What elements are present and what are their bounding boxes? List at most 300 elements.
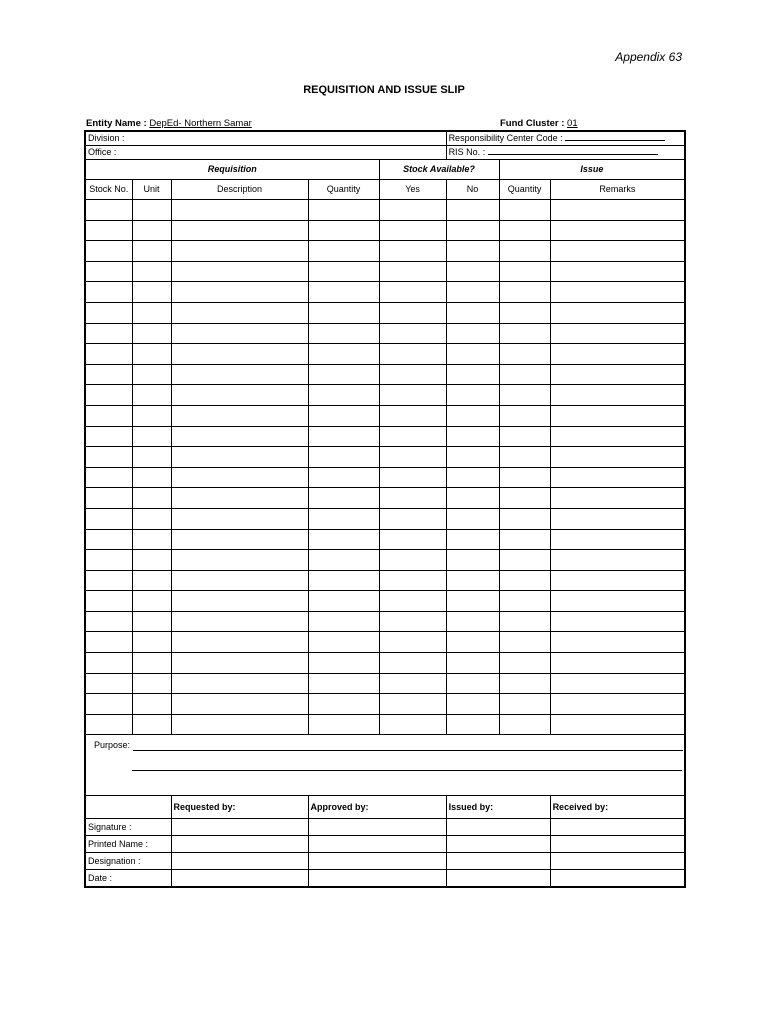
cell-unit[interactable] — [132, 550, 171, 571]
cell-stock-no[interactable] — [85, 323, 132, 344]
cell-description[interactable] — [171, 653, 308, 674]
info-row-2 — [85, 146, 685, 160]
cell-issue-quantity[interactable] — [499, 302, 550, 323]
cell-quantity[interactable] — [308, 611, 379, 632]
cell-remarks[interactable] — [550, 591, 685, 612]
cell-remarks[interactable] — [550, 405, 685, 426]
cell-description[interactable] — [171, 405, 308, 426]
cell-issue-quantity[interactable] — [499, 570, 550, 591]
cell-issue-quantity[interactable] — [499, 220, 550, 241]
cell-unit[interactable] — [132, 200, 171, 221]
col-issue-quantity: Quantity — [499, 180, 550, 200]
cell-quantity[interactable] — [308, 570, 379, 591]
cell-description[interactable] — [171, 694, 308, 715]
cell-yes[interactable] — [379, 508, 446, 529]
cell-quantity[interactable] — [308, 426, 379, 447]
sig-received-cell[interactable] — [550, 870, 685, 888]
cell-stock-no[interactable] — [85, 241, 132, 262]
col-no: No — [446, 180, 499, 200]
cell-issue-quantity[interactable] — [499, 591, 550, 612]
cell-yes[interactable] — [379, 488, 446, 509]
cell-stock-no[interactable] — [85, 220, 132, 241]
section-stock-available: Stock Available? — [379, 160, 499, 180]
cell-quantity[interactable] — [308, 261, 379, 282]
sig-issued-cell[interactable] — [446, 853, 550, 870]
cell-no[interactable] — [446, 611, 499, 632]
table-row — [85, 385, 685, 406]
cell-description[interactable] — [171, 508, 308, 529]
signature-rows — [85, 819, 685, 888]
cell-remarks[interactable] — [550, 261, 685, 282]
table-row — [85, 488, 685, 509]
cell-remarks[interactable] — [550, 220, 685, 241]
fund-label: Fund Cluster : — [500, 118, 565, 129]
cell-no[interactable] — [446, 220, 499, 241]
cell-description[interactable] — [171, 550, 308, 571]
cell-description[interactable] — [171, 570, 308, 591]
cell-remarks[interactable] — [550, 344, 685, 365]
cell-quantity[interactable] — [308, 508, 379, 529]
cell-yes[interactable] — [379, 426, 446, 447]
table-row — [85, 550, 685, 571]
cell-quantity[interactable] — [308, 302, 379, 323]
fund-value: 01 — [567, 118, 578, 129]
table-row — [85, 447, 685, 468]
cell-remarks[interactable] — [550, 426, 685, 447]
cell-stock-no[interactable] — [85, 694, 132, 715]
cell-issue-quantity[interactable] — [499, 550, 550, 571]
purpose-line-1[interactable] — [85, 735, 685, 756]
cell-description[interactable] — [171, 632, 308, 653]
table-row — [85, 694, 685, 715]
table-row — [85, 200, 685, 221]
cell-no[interactable] — [446, 426, 499, 447]
cell-remarks[interactable] — [550, 282, 685, 303]
cell-remarks[interactable] — [550, 467, 685, 488]
table-row — [85, 529, 685, 550]
cell-stock-no[interactable] — [85, 550, 132, 571]
cell-quantity[interactable] — [308, 653, 379, 674]
cell-quantity[interactable] — [308, 488, 379, 509]
cell-issue-quantity[interactable] — [499, 364, 550, 385]
cell-no[interactable] — [446, 632, 499, 653]
cell-issue-quantity[interactable] — [499, 447, 550, 468]
cell-issue-quantity[interactable] — [499, 323, 550, 344]
sig-received-cell[interactable] — [550, 853, 685, 870]
cell-no[interactable] — [446, 570, 499, 591]
cell-no[interactable] — [446, 200, 499, 221]
sig-blank — [85, 796, 171, 819]
cell-unit[interactable] — [132, 261, 171, 282]
cell-remarks[interactable] — [550, 570, 685, 591]
cell-unit[interactable] — [132, 302, 171, 323]
cell-unit[interactable] — [132, 694, 171, 715]
col-unit: Unit — [132, 180, 171, 200]
cell-stock-no[interactable] — [85, 570, 132, 591]
cell-no[interactable] — [446, 673, 499, 694]
issued-by-label: Issued by: — [446, 796, 550, 819]
cell-issue-quantity[interactable] — [499, 714, 550, 735]
sig-approved-cell[interactable] — [308, 836, 446, 853]
sig-row-label: Date : — [85, 870, 171, 888]
cell-no[interactable] — [446, 550, 499, 571]
cell-issue-quantity[interactable] — [499, 241, 550, 262]
cell-description[interactable] — [171, 220, 308, 241]
office-field[interactable]: Office : — [85, 146, 446, 160]
cell-stock-no[interactable] — [85, 385, 132, 406]
cell-description[interactable] — [171, 302, 308, 323]
purpose-line-2[interactable] — [85, 755, 685, 775]
cell-unit[interactable] — [132, 426, 171, 447]
cell-issue-quantity[interactable] — [499, 632, 550, 653]
cell-unit[interactable] — [132, 673, 171, 694]
data-rows — [85, 200, 685, 735]
cell-stock-no[interactable] — [85, 529, 132, 550]
cell-yes[interactable] — [379, 220, 446, 241]
table-row — [85, 282, 685, 303]
table-row — [85, 632, 685, 653]
cell-yes[interactable] — [379, 653, 446, 674]
sig-approved-cell[interactable] — [308, 870, 446, 888]
cell-description[interactable] — [171, 323, 308, 344]
cell-yes[interactable] — [379, 570, 446, 591]
cell-issue-quantity[interactable] — [499, 653, 550, 674]
table-row — [85, 323, 685, 344]
cell-remarks[interactable] — [550, 488, 685, 509]
cell-quantity[interactable] — [308, 591, 379, 612]
table-row — [85, 220, 685, 241]
ris-label: RIS No. : — [448, 147, 486, 157]
cell-unit[interactable] — [132, 591, 171, 612]
cell-issue-quantity[interactable] — [499, 200, 550, 221]
cell-yes[interactable] — [379, 673, 446, 694]
table-row — [85, 302, 685, 323]
sig-approved-cell[interactable] — [308, 819, 446, 836]
cell-unit[interactable] — [132, 529, 171, 550]
table-row — [85, 241, 685, 262]
entity-name — [86, 118, 252, 129]
cell-stock-no[interactable] — [85, 405, 132, 426]
signatories-header — [85, 796, 685, 819]
cell-stock-no[interactable] — [85, 508, 132, 529]
cell-remarks[interactable] — [550, 673, 685, 694]
cell-unit[interactable] — [132, 611, 171, 632]
cell-remarks[interactable] — [550, 364, 685, 385]
cell-stock-no[interactable] — [85, 673, 132, 694]
table-row — [85, 673, 685, 694]
cell-description[interactable] — [171, 467, 308, 488]
cell-no[interactable] — [446, 405, 499, 426]
cell-quantity[interactable] — [308, 467, 379, 488]
cell-yes[interactable] — [379, 241, 446, 262]
cell-unit[interactable] — [132, 632, 171, 653]
signature-row — [85, 836, 685, 853]
cell-quantity[interactable] — [308, 282, 379, 303]
table-row — [85, 508, 685, 529]
col-description: Description — [171, 180, 308, 200]
sig-received-cell[interactable] — [550, 819, 685, 836]
division-field[interactable]: Division : — [85, 131, 446, 146]
cell-yes[interactable] — [379, 364, 446, 385]
cell-issue-quantity[interactable] — [499, 282, 550, 303]
cell-quantity[interactable] — [308, 550, 379, 571]
cell-description[interactable] — [171, 426, 308, 447]
cell-unit[interactable] — [132, 714, 171, 735]
cell-description[interactable] — [171, 200, 308, 221]
cell-description[interactable] — [171, 529, 308, 550]
column-header-row — [85, 180, 685, 200]
sig-issued-cell[interactable] — [446, 819, 550, 836]
cell-stock-no[interactable] — [85, 282, 132, 303]
cell-yes[interactable] — [379, 550, 446, 571]
table-row — [85, 714, 685, 735]
sig-issued-cell[interactable] — [446, 836, 550, 853]
cell-no[interactable] — [446, 385, 499, 406]
requested-by-label: Requested by: — [171, 796, 308, 819]
section-requisition: Requisition — [85, 160, 379, 180]
cell-quantity[interactable] — [308, 673, 379, 694]
cell-yes[interactable] — [379, 261, 446, 282]
approved-by-label: Approved by: — [308, 796, 446, 819]
cell-no[interactable] — [446, 508, 499, 529]
cell-remarks[interactable] — [550, 385, 685, 406]
cell-remarks[interactable] — [550, 508, 685, 529]
cell-description[interactable] — [171, 488, 308, 509]
cell-yes[interactable] — [379, 467, 446, 488]
cell-quantity[interactable] — [308, 200, 379, 221]
cell-remarks[interactable] — [550, 653, 685, 674]
cell-no[interactable] — [446, 467, 499, 488]
cell-stock-no[interactable] — [85, 467, 132, 488]
cell-yes[interactable] — [379, 385, 446, 406]
cell-no[interactable] — [446, 323, 499, 344]
entity-label: Entity Name : — [86, 118, 147, 129]
cell-yes[interactable] — [379, 344, 446, 365]
cell-quantity[interactable] — [308, 714, 379, 735]
cell-no[interactable] — [446, 488, 499, 509]
table-row — [85, 405, 685, 426]
cell-unit[interactable] — [132, 508, 171, 529]
cell-yes[interactable] — [379, 694, 446, 715]
cell-unit[interactable] — [132, 405, 171, 426]
cell-remarks[interactable] — [550, 447, 685, 468]
cell-unit[interactable] — [132, 323, 171, 344]
cell-remarks[interactable] — [550, 241, 685, 262]
cell-yes[interactable] — [379, 714, 446, 735]
cell-yes[interactable] — [379, 302, 446, 323]
cell-yes[interactable] — [379, 405, 446, 426]
purpose-row-1 — [85, 735, 685, 756]
cell-stock-no[interactable] — [85, 591, 132, 612]
cell-no[interactable] — [446, 241, 499, 262]
cell-yes[interactable] — [379, 282, 446, 303]
received-by-label: Received by: — [550, 796, 685, 819]
signature-row — [85, 870, 685, 888]
cell-stock-no[interactable] — [85, 611, 132, 632]
cell-no[interactable] — [446, 447, 499, 468]
cell-remarks[interactable] — [550, 611, 685, 632]
cell-yes[interactable] — [379, 323, 446, 344]
cell-remarks[interactable] — [550, 200, 685, 221]
cell-description[interactable] — [171, 261, 308, 282]
cell-stock-no[interactable] — [85, 200, 132, 221]
cell-unit[interactable] — [132, 364, 171, 385]
rcc-label: Responsibility Center Code : — [448, 133, 563, 143]
cell-unit[interactable] — [132, 653, 171, 674]
section-header-row — [85, 160, 685, 180]
cell-quantity[interactable] — [308, 344, 379, 365]
signature-row — [85, 819, 685, 836]
cell-stock-no[interactable] — [85, 447, 132, 468]
table-row — [85, 591, 685, 612]
cell-no[interactable] — [446, 694, 499, 715]
cell-issue-quantity[interactable] — [499, 529, 550, 550]
cell-remarks[interactable] — [550, 632, 685, 653]
sig-requested-cell[interactable] — [171, 836, 308, 853]
cell-quantity[interactable] — [308, 447, 379, 468]
purpose-row-3 — [85, 775, 685, 796]
purpose-line-3[interactable] — [85, 775, 685, 796]
cell-yes[interactable] — [379, 529, 446, 550]
cell-yes[interactable] — [379, 611, 446, 632]
entity-value: DepEd- Northern Samar — [149, 118, 252, 129]
cell-no[interactable] — [446, 261, 499, 282]
sig-requested-cell[interactable] — [171, 853, 308, 870]
cell-description[interactable] — [171, 241, 308, 262]
cell-quantity[interactable] — [308, 529, 379, 550]
cell-no[interactable] — [446, 529, 499, 550]
cell-stock-no[interactable] — [85, 632, 132, 653]
cell-description[interactable] — [171, 591, 308, 612]
cell-remarks[interactable] — [550, 529, 685, 550]
cell-description[interactable] — [171, 447, 308, 468]
cell-yes[interactable] — [379, 591, 446, 612]
cell-quantity[interactable] — [308, 385, 379, 406]
cell-quantity[interactable] — [308, 323, 379, 344]
cell-quantity[interactable] — [308, 694, 379, 715]
cell-no[interactable] — [446, 364, 499, 385]
sig-row-label: Printed Name : — [85, 836, 171, 853]
cell-unit[interactable] — [132, 282, 171, 303]
cell-remarks[interactable] — [550, 714, 685, 735]
cell-description[interactable] — [171, 385, 308, 406]
col-stock-no: Stock No. — [85, 180, 132, 200]
cell-unit[interactable] — [132, 344, 171, 365]
cell-description[interactable] — [171, 673, 308, 694]
cell-issue-quantity[interactable] — [499, 611, 550, 632]
cell-stock-no[interactable] — [85, 344, 132, 365]
cell-issue-quantity[interactable] — [499, 405, 550, 426]
cell-no[interactable] — [446, 282, 499, 303]
sig-row-label: Signature : — [85, 819, 171, 836]
sig-requested-cell[interactable] — [171, 819, 308, 836]
purpose-label: Purpose: — [94, 739, 131, 750]
cell-stock-no[interactable] — [85, 261, 132, 282]
table-row — [85, 364, 685, 385]
signature-row — [85, 853, 685, 870]
cell-description[interactable] — [171, 611, 308, 632]
sig-requested-cell[interactable] — [171, 870, 308, 888]
cell-no[interactable] — [446, 302, 499, 323]
sig-issued-cell[interactable] — [446, 870, 550, 888]
cell-yes[interactable] — [379, 632, 446, 653]
cell-no[interactable] — [446, 344, 499, 365]
cell-yes[interactable] — [379, 200, 446, 221]
rcc-field[interactable] — [446, 131, 685, 146]
cell-stock-no[interactable] — [85, 302, 132, 323]
cell-unit[interactable] — [132, 488, 171, 509]
cell-stock-no[interactable] — [85, 653, 132, 674]
cell-description[interactable] — [171, 364, 308, 385]
cell-remarks[interactable] — [550, 323, 685, 344]
cell-description[interactable] — [171, 344, 308, 365]
purpose-row-2 — [85, 755, 685, 775]
cell-unit[interactable] — [132, 447, 171, 468]
cell-unit[interactable] — [132, 467, 171, 488]
sig-approved-cell[interactable] — [308, 853, 446, 870]
cell-stock-no[interactable] — [85, 488, 132, 509]
cell-issue-quantity[interactable] — [499, 467, 550, 488]
cell-quantity[interactable] — [308, 632, 379, 653]
col-remarks: Remarks — [550, 180, 685, 200]
cell-issue-quantity[interactable] — [499, 385, 550, 406]
cell-description[interactable] — [171, 714, 308, 735]
table-row — [85, 261, 685, 282]
table-row — [85, 611, 685, 632]
cell-description[interactable] — [171, 282, 308, 303]
info-row-1 — [85, 131, 685, 146]
cell-remarks[interactable] — [550, 302, 685, 323]
cell-issue-quantity[interactable] — [499, 261, 550, 282]
cell-issue-quantity[interactable] — [499, 694, 550, 715]
cell-remarks[interactable] — [550, 694, 685, 715]
cell-no[interactable] — [446, 591, 499, 612]
cell-quantity[interactable] — [308, 241, 379, 262]
requisition-table — [84, 130, 686, 888]
cell-unit[interactable] — [132, 385, 171, 406]
sig-received-cell[interactable] — [550, 836, 685, 853]
ris-field[interactable] — [446, 146, 685, 160]
table-row — [85, 570, 685, 591]
table-row — [85, 467, 685, 488]
cell-issue-quantity[interactable] — [499, 673, 550, 694]
cell-stock-no[interactable] — [85, 426, 132, 447]
section-issue: Issue — [499, 160, 685, 180]
cell-quantity[interactable] — [308, 405, 379, 426]
cell-issue-quantity[interactable] — [499, 508, 550, 529]
cell-stock-no[interactable] — [85, 364, 132, 385]
cell-issue-quantity[interactable] — [499, 426, 550, 447]
cell-yes[interactable] — [379, 447, 446, 468]
cell-unit[interactable] — [132, 570, 171, 591]
form-title: REQUISITION AND ISSUE SLIP — [303, 84, 465, 96]
cell-remarks[interactable] — [550, 550, 685, 571]
cell-issue-quantity[interactable] — [499, 344, 550, 365]
col-quantity: Quantity — [308, 180, 379, 200]
cell-quantity[interactable] — [308, 220, 379, 241]
cell-unit[interactable] — [132, 241, 171, 262]
cell-stock-no[interactable] — [85, 714, 132, 735]
appendix-label: Appendix 63 — [615, 50, 682, 64]
cell-no[interactable] — [446, 714, 499, 735]
fund-cluster — [500, 118, 578, 129]
cell-issue-quantity[interactable] — [499, 488, 550, 509]
table-row — [85, 426, 685, 447]
cell-quantity[interactable] — [308, 364, 379, 385]
cell-no[interactable] — [446, 653, 499, 674]
table-row — [85, 344, 685, 365]
cell-unit[interactable] — [132, 220, 171, 241]
